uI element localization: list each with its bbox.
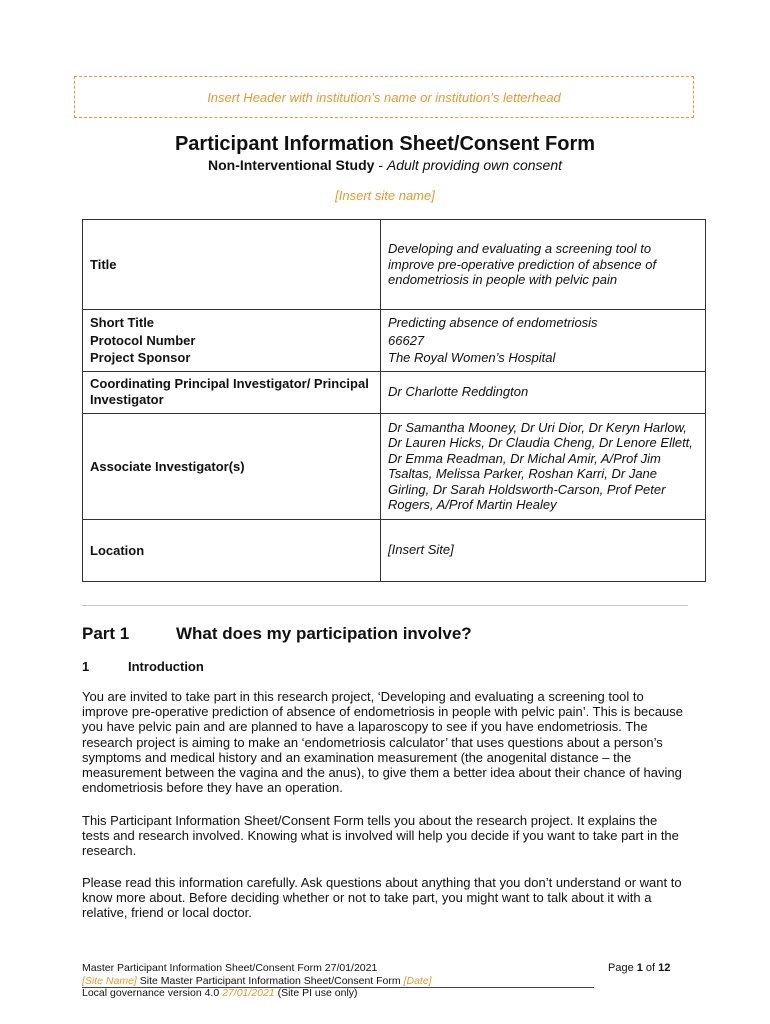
short-title-value: Predicting absence of endometriosis bbox=[388, 315, 598, 330]
study-info-table bbox=[82, 219, 706, 582]
table-row bbox=[83, 519, 706, 581]
footer-site-line: [Site Name] Site Master Participant Information Sheet/Consent Form [Date] bbox=[82, 974, 432, 987]
project-sponsor-label: Project Sponsor bbox=[90, 350, 191, 365]
subtitle-study-type: Non-Interventional Study bbox=[207, 157, 375, 173]
footer-version-info bbox=[82, 962, 432, 1000]
site-name-placeholder: [Insert site name] bbox=[335, 188, 435, 203]
intro-paragraph: You are invited to take part in this research project, ‘Developing and evaluating a screening tool to improve pre-operative prediction of absence of endometriosis in people with pelvic pain’. This is because you have pelvic pain and are planned to have a laparoscopy to see if you have endometriosis. The research project is aiming to make an ‘endometriosis calculator’ that uses questions about a person’s symptoms and medical history and an examination measurement (the anogenital distance – the measurement between the vagina and the anus), to give them a better idea about their chance of having endometriosis before they have an operation. bbox=[82, 689, 683, 796]
subtitle-separator: - bbox=[374, 157, 387, 173]
associate-investigators-label: Associate Investigator(s) bbox=[83, 413, 381, 519]
title-label: Title bbox=[83, 220, 381, 310]
footer-site-name: [Site Name] bbox=[82, 974, 137, 987]
page-current: 1 bbox=[636, 962, 643, 974]
protocol-number-value: 66627 bbox=[388, 332, 425, 348]
protocol-number-label: Protocol Number bbox=[90, 332, 196, 348]
subtitle-consent-type: Adult providing own consent bbox=[386, 157, 562, 173]
section-number: 1 bbox=[82, 659, 90, 674]
part-title: What does my participation involve? bbox=[176, 624, 472, 643]
cpi-label: Coordinating Principal Investigator/ Principal Investigator bbox=[83, 371, 381, 413]
location-label: Location bbox=[83, 519, 381, 581]
associate-investigators-value: Dr Samantha Mooney, Dr Uri Dior, Dr Keryn Harlow, Dr Lauren Hicks, Dr Claudia Cheng, Dr Lenore Ellett, Dr Emma Readman, Dr Michal Amir, A/Prof Jim Tsaltas, Melissa Parker, Roshan Karri, Dr Jane Girling, Dr Sarah Holdsworth-Carson, Prof Peter Rogers, A/Prof Martin Healey bbox=[381, 413, 706, 519]
footer-governance-date: 27/01/2021 bbox=[222, 987, 275, 999]
pisc-paragraph: This Participant Information Sheet/Consent Form tells you about the research project. It explains the tests and research involved. Knowing what is involved will help you decide if you want to take part in the research. bbox=[82, 813, 679, 859]
read-carefully-paragraph: Please read this information carefully. Ask questions about anything that you don’t understand or want to know more about. Before deciding whether or not to take part, you might want to talk about it with a relative, friend or local doctor. bbox=[82, 875, 682, 921]
page-total: 12 bbox=[658, 962, 671, 974]
document-title: Participant Information Sheet/Consent Form bbox=[174, 133, 596, 155]
location-value: [Insert Site] bbox=[381, 519, 706, 581]
short-title-label: Short Title bbox=[90, 315, 155, 330]
section-title: Introduction bbox=[128, 659, 204, 674]
table-row bbox=[83, 413, 706, 519]
footer-rule bbox=[82, 987, 594, 988]
footer-master-line: Master Participant Information Sheet/Consent Form 27/01/2021 bbox=[82, 962, 378, 974]
footer-governance-line: Local governance version 4.0 27/01/2021 (Site PI use only) bbox=[82, 987, 358, 999]
project-sponsor-value: The Royal Women’s Hospital bbox=[388, 350, 556, 365]
cpi-value: Dr Charlotte Reddington bbox=[381, 371, 706, 413]
footer-site-date: [Date] bbox=[403, 974, 432, 987]
table-row bbox=[83, 220, 706, 310]
section-divider bbox=[82, 605, 688, 606]
page-number: Page 1 of 12 bbox=[608, 962, 671, 974]
table-row bbox=[83, 371, 706, 413]
header-placeholder: Insert Header with institution’s name or institution’s letterhead bbox=[74, 76, 694, 118]
document-subtitle bbox=[0, 157, 770, 173]
title-value: Developing and evaluating a screening tool to improve pre-operative prediction of absence of endometriosis in people with pelvic pain bbox=[381, 220, 706, 310]
part-number: Part 1 bbox=[82, 624, 130, 643]
table-row bbox=[83, 310, 706, 372]
